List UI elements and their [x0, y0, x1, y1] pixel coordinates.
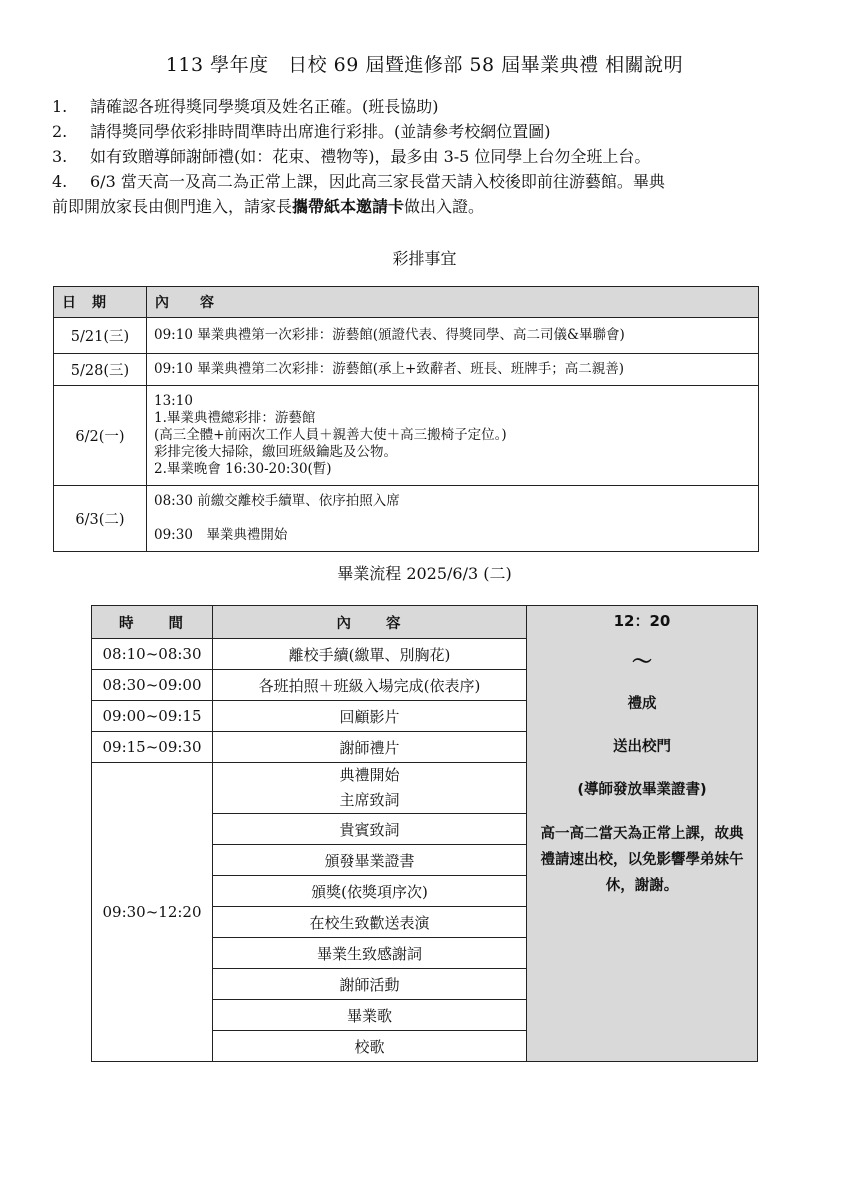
note-text: 6/3 當天高一及高二為正常上課，因此高三家長當天請入校後即前往游藝館。畢典: [90, 172, 665, 191]
note-item: [52, 119, 812, 144]
rehearsal-date: 5/21(三): [54, 318, 147, 354]
flow-content: 貴賓致詞: [213, 814, 527, 845]
rehearsal-content: [147, 486, 759, 552]
table-header-row: [92, 606, 758, 639]
rehearsal-content: [147, 386, 759, 486]
flow-content: 頒獎(依獎項序次): [213, 876, 527, 907]
note-item: [52, 144, 812, 169]
flow-content: 頒發畢業證書: [213, 845, 527, 876]
content-line: 彩排完後大掃除，繳回班級鑰匙及公物。: [154, 444, 397, 460]
flow-content: 謝師活動: [213, 969, 527, 1000]
flow-content: 在校生致歡送表演: [213, 907, 527, 938]
flow-time: 09:00~09:15: [92, 701, 213, 732]
content-line: [154, 510, 751, 527]
rehearsal-date: 6/3(二): [54, 486, 147, 552]
content-line: 09:30 畢業典禮開始: [154, 527, 288, 543]
invitation-card-emphasis: 攜帶紙本邀請卡: [292, 197, 405, 216]
rehearsal-title: 彩排事宜: [392, 249, 457, 268]
ceremony-start: 典禮開始: [339, 766, 400, 784]
rehearsal-content: [147, 354, 759, 386]
tilde-mark: ～: [632, 649, 652, 673]
note-number: 3.: [52, 147, 68, 166]
flow-content: 畢業生致感謝詞: [213, 938, 527, 969]
content-line: 1.畢業典禮總彩排：游藝館: [154, 410, 316, 426]
table-row: [54, 318, 759, 354]
content-line: (高三全體+前兩次工作人員＋親善大使＋高三搬椅子定位。): [154, 427, 507, 443]
note-text: 請得獎同學依彩排時間準時出席進行彩排。(並請參考校網位置圖): [90, 122, 551, 141]
flow-content: 謝師禮片: [213, 732, 527, 763]
rehearsal-date: 6/2(一): [54, 386, 147, 486]
notes-list: [52, 94, 812, 219]
flow-time: 08:30~09:00: [92, 670, 213, 701]
flow-title: 畢業流程 2025/6/3 (二): [337, 564, 512, 583]
content-line: 08:30 前繳交離校手續單、依序拍照入席: [154, 493, 400, 509]
chairman-speech: 主席致詞: [339, 791, 400, 809]
end-time: 12：20: [613, 612, 671, 630]
dismissal-note: 高一高二當天為正常上課，故典禮請速出校，以免影響學弟妹午休，謝謝。: [540, 826, 744, 894]
note-item: [52, 94, 812, 119]
rehearsal-content: [147, 318, 759, 354]
note-text: 如有致贈導師謝師禮(如：花束、禮物等)，最多由 3-5 位同學上台勿全班上台。: [90, 147, 651, 166]
column-header-time: 時 間: [92, 606, 213, 639]
content-line: 2.畢業晚會 16:30-20:30(暫): [154, 461, 332, 477]
flow-content: 各班拍照＋班級入場完成(依表序): [213, 670, 527, 701]
table-row: [54, 386, 759, 486]
note-number: 2.: [52, 122, 68, 141]
flow-content: 校歌: [213, 1031, 527, 1062]
flow-content: 離校手續(繳單、別胸花): [213, 639, 527, 670]
rehearsal-date: 5/28(三): [54, 354, 147, 386]
flow-content: 畢業歌: [213, 1000, 527, 1031]
content-line: 09:10 畢業典禮第二次彩排：游藝館(承上+致辭者、班長、班牌手；高二親善): [154, 361, 625, 377]
content-line: 13:10: [154, 393, 193, 409]
flow-content: 回顧影片: [213, 701, 527, 732]
note-item: [52, 169, 812, 194]
flow-table: [91, 605, 758, 1062]
closing-ceremony-end: 禮成: [627, 696, 657, 712]
column-header-content: 內 容: [147, 287, 759, 318]
table-row: [54, 486, 759, 552]
closing-info-panel: [527, 606, 758, 1062]
flow-time: 08:10~08:30: [92, 639, 213, 670]
note-number: 1.: [52, 97, 68, 116]
note-text: 做出入證。: [404, 197, 485, 216]
certificate-note: (導師發放畢業證書): [577, 782, 707, 798]
send-off: 送出校門: [613, 739, 671, 755]
flow-time: 09:15~09:30: [92, 732, 213, 763]
content-line: 09:10 畢業典禮第一次彩排：游藝館(頒證代表、得獎同學、高二司儀&畢聯會): [154, 327, 625, 343]
page-title: 113 學年度 日校 69 屆暨進修部 58 屆畢業典禮 相關說明: [165, 54, 684, 76]
note-number: 4.: [52, 172, 68, 191]
table-header-row: [54, 287, 759, 318]
note-text: 前即開放家長由側門進入，請家長: [52, 197, 293, 216]
column-header-content: 內 容: [213, 606, 527, 639]
note-continuation: [52, 194, 812, 219]
note-text: 請確認各班得獎同學獎項及姓名正確。(班長協助): [90, 97, 439, 116]
rehearsal-table: [53, 286, 759, 552]
table-row: [54, 354, 759, 386]
flow-content: [213, 763, 527, 814]
ceremony-time: 09:30~12:20: [92, 763, 213, 1062]
column-header-date: 日 期: [54, 287, 147, 318]
